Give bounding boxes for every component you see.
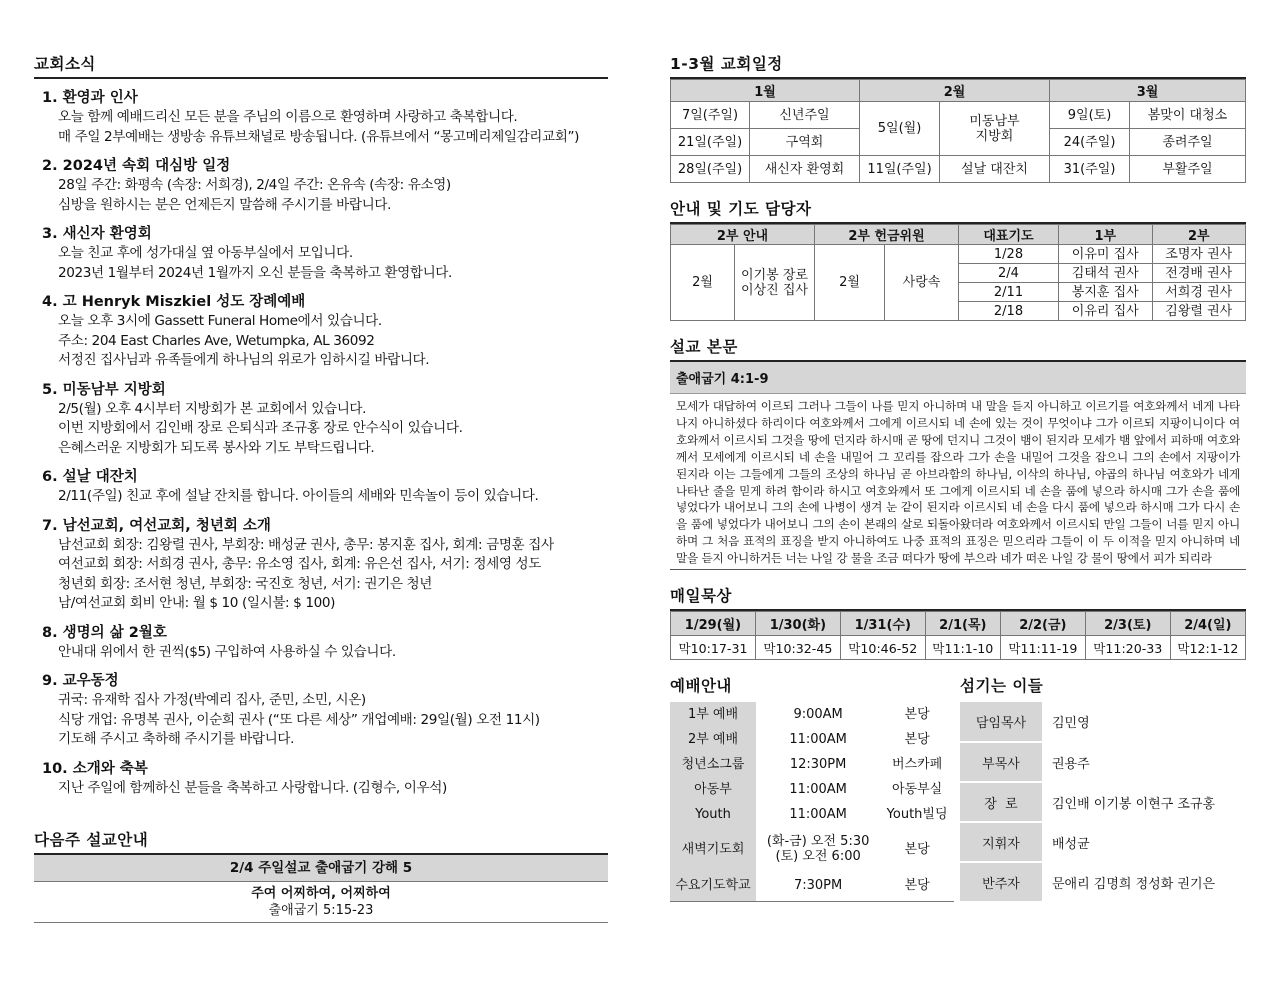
daily-reading: 막12:1-12 — [1170, 636, 1245, 660]
schedule-date: 31(주일) — [1050, 156, 1130, 183]
news-item-line: 기도해 주시고 축하해 주시기를 바랍니다. — [58, 731, 295, 747]
schedule-event: 구역회 — [750, 129, 860, 156]
news-item — [42, 381, 608, 459]
service-time: (화-금) 오전 5:30 (토) 오전 6:00 — [766, 834, 870, 865]
services-table — [670, 702, 954, 902]
daily-reading: 막10:46-52 — [840, 636, 925, 660]
news-item — [42, 468, 608, 507]
month-header-feb: 2월 — [860, 80, 1050, 102]
news-item-title: 7. 남선교회, 여선교회, 청년회 소개 — [42, 517, 271, 534]
service-name: 아동부 — [670, 777, 756, 802]
news-item-line: 2/5(월) 오후 4시부터 지방회가 본 교회에서 있습니다. — [58, 400, 367, 417]
news-item — [42, 157, 608, 215]
daily-reading: 막11:1-10 — [925, 636, 1000, 660]
schedule-event: 봄맞이 대청소 — [1130, 102, 1246, 129]
sermon-passage: 출애굽기 4:1-9 — [670, 362, 1246, 394]
schedule-date: 28일(주일) — [671, 156, 750, 183]
church-news-list — [34, 89, 608, 798]
sermon-text: 모세가 대답하여 이르되 그러나 그들이 나를 믿지 아니하며 내 말을 듣지 아니하고 이르기를 여호와께서 네게 나타나지 아니하셨다 하리이다 여호와께서 그에게 이르시되 네 손에 있는 것이 무엇이냐 그가 이르되 지팡이니이다 여호와께서 이르시되 그것을 땅에 던지라 하시매 곧 땅에 던지니 그것이 뱀이 된지라 모세가 뱀 앞에서 피하매 여호와께서 모세에게 이르시되 네 손을 내밀어 그 꼬리를 잡으라 그가 손을 내밀어 그것을 잡으니 그의 손에서 지팡이가 된지라 이는 그들에게 그들의 조상의 하나님 곧 아브라함의 하나님, 이삭의 하나님, 야곱의 하나님 여호와가 네게 나타난 줄을 믿게 하려 함이라 하시고 여호와께서 또 그에게 이르시되 네 손을 품에 넣으라 하시매 그가 손을 품에 넣었다가 내어보니 그의 손에 나병이 생겨 눈 같이 된지라 이르시되 네 손을 다시 품에 넣으라 하시매 그가 다시 손을 품에 넣었다가 내어보니 그의 손이 본래의 살로 되돌아왔더라 여호와께서 이르시되 만일 그들이 너를 믿지 아니하며 그 처음 표적의 표징을 받지 아니하여도 나중 표적의 표징은 믿으리라 그들이 이 두 이적을 믿지 아니하며 네 말을 듣지 아니하거든 너는 나일 강 물을 조금 떠다가 땅에 부으라 네가 떠온 나일 강 물이 땅에서 피가 되리라 — [670, 394, 1246, 570]
servant-names: 김인배 이기봉 이현구 조규홍 — [1052, 796, 1216, 812]
service-row — [670, 702, 954, 727]
helpers-title: 안내 및 기도 담당자 — [670, 197, 1246, 224]
offering-month: 2월 — [815, 245, 885, 321]
servant-role: 부목사 — [960, 742, 1042, 782]
next-sermon-title: 다음주 설교안내 — [34, 828, 608, 855]
service-place: 본당 — [904, 841, 930, 857]
news-item-title: 3. 새신자 환영회 — [42, 226, 152, 242]
next-sermon-bar: 2/4 주일설교 출애굽기 강해 5 — [34, 855, 608, 882]
daily-date: 1/31(수) — [840, 612, 925, 636]
service-row — [670, 871, 954, 901]
right-page — [670, 52, 1246, 904]
service-place: 본당 — [904, 732, 930, 748]
news-item-title: 5. 미동남부 지방회 — [42, 381, 166, 398]
daily-date: 1/29(월) — [671, 612, 756, 636]
servants-title: 섬기는 이들 — [960, 677, 1044, 696]
helpers-header: 2부 안내 — [671, 225, 815, 245]
servant-names: 배성균 — [1052, 836, 1090, 852]
servant-names: 권용주 — [1052, 756, 1090, 772]
servant-row — [960, 702, 1246, 742]
news-item-line: 오늘 친교 후에 성가대실 옆 아동부실에서 모입니다. — [58, 245, 353, 261]
schedule-title: 1-3월 교회일정 — [670, 52, 1246, 79]
prayer-second: 서희경 권사 — [1152, 283, 1246, 302]
service-time: 11:00AM — [789, 732, 847, 748]
service-row — [670, 752, 954, 777]
next-sermon-passage: 출애굽기 5:15-23 — [268, 903, 374, 918]
news-item-line: 남/여선교회 회비 안내: 월 $ 10 (일시불: $ 100) — [58, 595, 335, 611]
daily-date: 2/3(토) — [1085, 612, 1170, 636]
news-item-line: 28일 주간: 화평속 (속장: 서희경), 2/4일 주간: 온유속 (속장: 유소영) — [58, 177, 451, 193]
service-name: 새벽기도회 — [670, 827, 756, 871]
schedule-event: 부활주일 — [1130, 156, 1246, 183]
helpers-header: 대표기도 — [959, 225, 1059, 245]
news-item-line: 여선교회 회장: 서희경 권사, 총무: 유소영 집사, 회계: 유은선 집사, 서기: 정세영 성도 — [58, 556, 541, 572]
schedule-event: 새신자 환영회 — [750, 156, 860, 183]
usher-month: 2월 — [671, 245, 735, 321]
news-item-title: 6. 설날 대잔치 — [42, 469, 138, 485]
news-item-line: 매 주일 2부예배는 생방송 유튜브채널로 방송됩니다. (유튜브에서 “몽고메리제일감리교회”) — [58, 128, 580, 145]
prayer-second: 김왕렬 권사 — [1152, 302, 1246, 321]
servant-row — [960, 862, 1246, 902]
news-item-line: 2023년 1월부터 2024년 1월까지 오신 분들을 축복하고 환영합니다. — [58, 264, 452, 281]
month-header-mar: 3월 — [1050, 80, 1246, 102]
news-item-line: 이번 지방회에서 김인배 장로 은퇴식과 조규홍 장로 안수식이 있습니다. — [58, 420, 463, 436]
helpers-header: 2부 — [1152, 225, 1246, 245]
news-item — [42, 624, 608, 663]
news-item-title: 2. 2024년 속회 대심방 일정 — [42, 158, 231, 174]
schedule-date: 21일(주일) — [671, 129, 750, 156]
servant-row — [960, 742, 1246, 782]
prayer-date: 2/4 — [959, 264, 1059, 283]
services-title: 예배안내 — [670, 677, 732, 696]
servant-role: 장 로 — [960, 782, 1042, 822]
servant-role: 담임목사 — [960, 702, 1042, 742]
service-row — [670, 777, 954, 802]
service-name: 수요기도학교 — [670, 871, 756, 901]
service-place: 본당 — [904, 878, 930, 894]
news-item-line: 서정진 집사님과 유족들에게 하나님의 위로가 임하시길 바랍니다. — [58, 352, 430, 368]
schedule-event: 미동남부 지방회 — [940, 102, 1050, 156]
news-item — [42, 89, 608, 147]
left-page — [34, 52, 608, 923]
service-place: 아동부실 — [892, 782, 943, 798]
news-item-title: 1. 환영과 인사 — [42, 90, 138, 106]
news-item-line: 식당 개업: 유명복 권사, 이순희 권사 (“또 다른 세상” 개업예배: 29일(월) 오전 11시) — [58, 711, 540, 728]
daily-date: 2/4(일) — [1170, 612, 1245, 636]
service-row — [670, 727, 954, 752]
offering-group: 사랑속 — [885, 245, 959, 321]
service-place: 본당 — [904, 707, 930, 723]
next-sermon-body — [34, 882, 608, 923]
prayer-first: 이유미 집사 — [1059, 245, 1153, 264]
servant-row — [960, 782, 1246, 822]
prayer-date: 2/11 — [959, 283, 1059, 302]
servants-table — [960, 702, 1246, 903]
schedule-date: 7일(주일) — [671, 102, 750, 129]
church-news-title: 교회소식 — [34, 52, 608, 79]
news-item-line: 지난 주일에 함께하신 분들을 축복하고 사랑합니다. (김형수, 이우석) — [58, 779, 447, 796]
service-name: Youth — [670, 802, 756, 827]
news-item — [42, 293, 608, 371]
month-header-jan: 1월 — [671, 80, 860, 102]
schedule-table — [670, 79, 1246, 183]
prayer-second: 조명자 권사 — [1152, 245, 1246, 264]
daily-reading: 막11:20-33 — [1085, 636, 1170, 660]
daily-table — [670, 611, 1246, 660]
services-block — [670, 674, 954, 902]
schedule-date: 24(주일) — [1050, 129, 1130, 156]
service-time: 11:00AM — [789, 807, 847, 823]
helpers-header: 1부 — [1059, 225, 1153, 245]
servant-role: 지휘자 — [960, 822, 1042, 862]
prayer-date: 2/18 — [959, 302, 1059, 321]
bottom-row — [670, 674, 1246, 904]
news-item — [42, 760, 608, 799]
servant-names: 김민영 — [1052, 716, 1090, 732]
daily-date: 2/2(금) — [1000, 612, 1085, 636]
news-item-line: 은혜스러운 지방회가 되도록 봉사와 기도 부탁드립니다. — [58, 439, 375, 456]
news-item-title: 9. 교우동정 — [42, 673, 119, 689]
prayer-first: 봉지훈 집사 — [1059, 283, 1153, 302]
service-row — [670, 802, 954, 827]
service-time: 7:30PM — [793, 878, 843, 894]
news-item-line: 오늘 오후 3시에 Gassett Funeral Home에서 있습니다. — [58, 313, 382, 329]
news-item-line: 주소: 204 East Charles Ave, Wetumpka, AL 36092 — [58, 332, 375, 349]
service-place: 버스카페 — [892, 757, 943, 773]
servant-role: 반주자 — [960, 862, 1042, 902]
service-row — [670, 827, 954, 871]
news-item-line: 오늘 함께 예배드리신 모든 분을 주님의 이름으로 환영하며 사랑하고 축복합니다. — [58, 109, 518, 125]
schedule-date: 5일(월) — [860, 102, 940, 156]
news-item-title: 4. 고 Henryk Miszkiel 성도 장례예배 — [42, 294, 306, 310]
helpers-header: 2부 헌금위원 — [815, 225, 959, 245]
schedule-date: 11일(주일) — [860, 156, 940, 183]
news-item-line: 2/11(주일) 친교 후에 설날 잔치를 합니다. 아이들의 세배와 민속놀이 등이 있습니다. — [58, 488, 539, 504]
schedule-event: 종려주일 — [1130, 129, 1246, 156]
news-item-line: 청년회 회장: 조서현 청년, 부회장: 국진호 청년, 서기: 권기은 청년 — [58, 575, 432, 592]
servants-block — [960, 674, 1246, 903]
servant-names: 문애리 김명희 정성화 권기은 — [1052, 876, 1216, 892]
news-item — [42, 517, 608, 614]
prayer-first: 이유리 집사 — [1059, 302, 1153, 321]
daily-reading: 막10:32-45 — [755, 636, 840, 660]
sermon-title: 설교 본문 — [670, 335, 1246, 362]
prayer-date: 1/28 — [959, 245, 1059, 264]
service-place: Youth빌딩 — [886, 807, 948, 823]
news-item-line: 심방을 원하시는 분은 언제든지 말씀해 주시기를 바랍니다. — [58, 196, 392, 213]
daily-reading: 막10:17-31 — [671, 636, 756, 660]
usher-names: 이기봉 장로 이상진 집사 — [735, 245, 815, 321]
servant-row — [960, 822, 1246, 862]
service-time: 12:30PM — [789, 757, 847, 773]
news-item-line: 귀국: 유재학 집사 가정(박예리 집사, 준민, 소민, 시온) — [58, 692, 366, 708]
news-item-line: 안내대 위에서 한 권씩($5) 구입하여 사용하실 수 있습니다. — [58, 643, 396, 660]
service-name: 2부 예배 — [670, 727, 756, 752]
service-time: 9:00AM — [793, 707, 843, 723]
prayer-first: 김태석 권사 — [1059, 264, 1153, 283]
daily-date: 2/1(목) — [925, 612, 1000, 636]
daily-title: 매일묵상 — [670, 584, 1246, 611]
helpers-table — [670, 224, 1246, 321]
news-item-title: 10. 소개와 축복 — [42, 760, 148, 777]
service-time: 11:00AM — [789, 782, 847, 798]
service-name: 1부 예배 — [670, 702, 756, 727]
next-sermon-name: 주여 어찌하여, 어찌하여 — [251, 886, 391, 901]
news-item — [42, 225, 608, 283]
news-item-title: 8. 생명의 삶 2월호 — [42, 624, 167, 641]
news-item — [42, 672, 608, 750]
prayer-second: 전경배 권사 — [1152, 264, 1246, 283]
daily-date: 1/30(화) — [755, 612, 840, 636]
schedule-date: 9일(토) — [1050, 102, 1130, 129]
schedule-event: 설날 대잔치 — [940, 156, 1050, 183]
daily-reading: 막11:11-19 — [1000, 636, 1085, 660]
news-item-line: 남선교회 회장: 김왕렬 권사, 부회장: 배성균 권사, 총무: 봉지훈 집사, 회계: 금명훈 집사 — [58, 536, 554, 553]
service-name: 청년소그룹 — [670, 752, 756, 777]
schedule-event: 신년주일 — [750, 102, 860, 129]
